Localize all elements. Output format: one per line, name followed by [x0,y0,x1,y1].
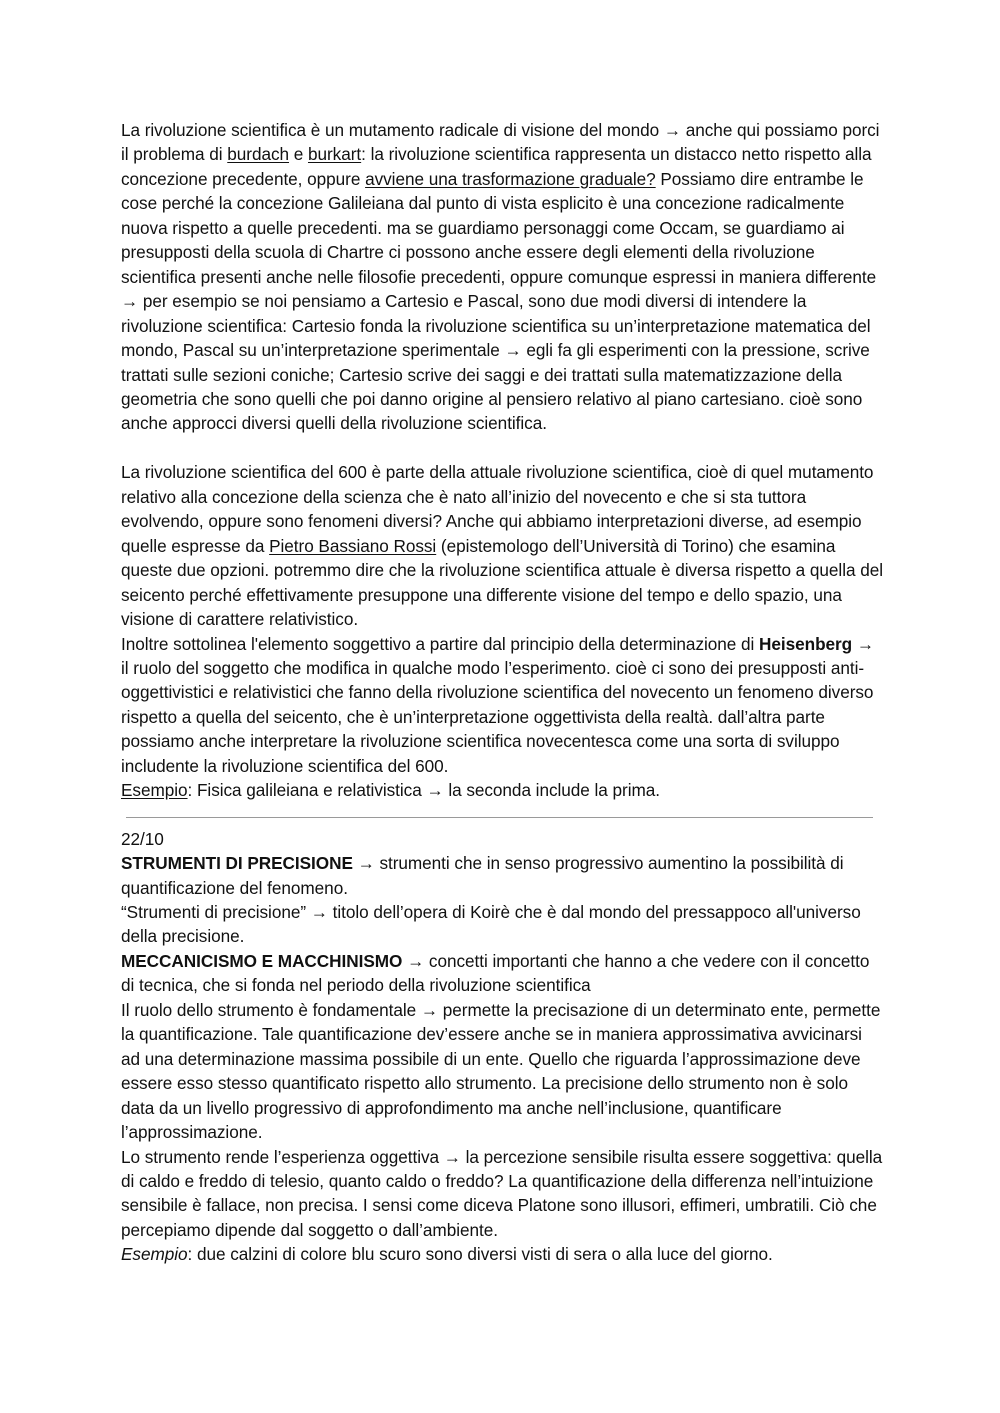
text-run: e [289,144,308,165]
text-run: : due calzini di colore blu scuro sono diversi visti di sera o alla luce del giorno. [187,1244,773,1265]
underlined-text: burdach [227,144,290,165]
underlined-text: Pietro Bassiano Rossi [269,535,437,556]
paragraph-rivoluzione-600 [121,460,883,631]
bold-text: STRUMENTI DI PRECISIONE [121,853,353,874]
text-run: : Fisica galileiana e relativistica → la seconda include la prima. [187,780,660,801]
paragraph-ruolo-strumento [121,998,883,1145]
text-run: → concetti importanti che hanno a che vedere con il concetto di tecnica, che si fonda nel periodo della rivoluzione scientifica [121,950,870,996]
text-run: : la rivoluzione scientifica rappresenta un distacco netto rispetto alla concezione precedente, oppure [121,144,872,189]
bold-text: Heisenberg [759,633,853,654]
document-page [121,118,883,1267]
paragraph-strumenti-precisione [121,851,883,900]
underlined-text: avviene una trasformazione graduale? [365,168,656,189]
paragraph-rivoluzione-visione [121,118,883,436]
horizontal-divider [126,817,873,818]
underlined-text: burkart [307,144,362,165]
underlined-text: Esempio [121,780,188,801]
paragraph-esempio-calzini [121,1242,883,1266]
paragraph-meccanicismo [121,949,883,998]
paragraph-heisenberg [121,632,883,779]
bold-text: MECCANICISMO E MACCHINISMO [121,950,403,971]
text-run: → il ruolo del soggetto che modifica in qualche modo l’esperimento. cioè ci sono dei presupposti anti-oggettivistici e relativistici che fanno della rivoluzione scientifica del novecento un fenomeno diverso rispetto a quella del seicento, che è un’interpretazione oggettivista della realtà. dall’altra parte possiamo anche interpretare la rivoluzione scientifica novecentesca come una sorta di sviluppo includente la rivoluzione scientifica del 600. [121,633,874,776]
text-run: Possiamo dire entrambe le cose perché la concezione Galileiana dal punto di vista esplicito è una concezione radicalmente nuova rispetto a quelle precedenti. ma se guardiamo personaggi come Occam, se guardiamo ai presupposti della scuola di Chartre ci possono anche essere degli elementi della rivoluzione scientifica presenti anche nelle filosofie precedenti, oppure comunque espressi in maniera differente → per esempio se noi pensiamo a Cartesio e Pascal, sono due modi diversi di intendere la rivoluzione scientifica: Cartesio fonda la rivoluzione scientifica su un’interpretazione matematica del mondo, Pascal su un’interpretazione sperimentale → egli fa gli esperimenti con la pressione, scrive trattati sulle sezioni coniche; Cartesio scrive dei saggi e dei trattati sulla matematizzazione della geometria che sono quelli che poi danno origine al pensiero relativo al piano cartesiano. cioè sono anche approcci diversi quelli della rivoluzione scientifica. [121,168,877,434]
text-run: (epistemologo dell’Università di Torino) che esamina queste due opzioni. potremmo dire che la rivoluzione scientifica attuale è diversa rispetto a quella del seicento perché effettivamente presuppone una differente visione del tempo e dello spazio, una visione di carattere relativistico. [121,535,883,630]
paragraph-esempio-fisica [121,778,883,802]
paragraph-esperienza-oggettiva [121,1145,883,1243]
section-date: 22/10 [121,828,164,849]
text-run: → strumenti che in senso progressivo aumentino la possibilità di quantificazione del fenomeno. [121,853,844,898]
italic-text: Esempio [121,1244,188,1265]
paragraph-gap [121,436,883,460]
text-run: La rivoluzione scientifica del 600 è parte della attuale rivoluzione scientifica, cioè di quel mutamento relativo alla concezione della scienza che è nato all’inizio del novecento e che si sta tuttora evolvendo, oppure sono fenomeni diversi? Anche qui abbiamo interpretazioni diverse, ad esempio quelle espresse da [121,462,874,556]
text-run: La rivoluzione scientifica è un mutamento radicale di visione del mondo → anche qui possiamo porci il problema di [121,120,880,165]
text-run: Lo strumento rende l’esperienza oggettiva → la percezione sensibile risulta essere soggettiva: quella di caldo e freddo di telesio, quanto caldo o freddo? La quantificazione della differenza nell’intuizione sensibile è fallace, non precisa. I sensi come diceva Platone sono illusori, effimeri, umbratili. Ciò che percepiamo dipende dal soggetto o dall’ambiente. [121,1146,883,1240]
paragraph-koire [121,900,883,949]
text-run: Il ruolo dello strumento è fondamentale → permette la precisazione di un determinato ente, permette la quantificazione. Tale quantificazione dev’essere anche se in maniera approssimativa avvicinarsi ad una determinazione massima possibile di un ente. Quello che riguarda l’approssimazione deve essere esso stesso quantificato rispetto allo strumento. La precisione dello strumento non è solo data da un livello progressivo di approfondimento ma anche nell’inclusione, quantificare l’approssimazione. [121,999,881,1143]
text-run: “Strumenti di precisione” → titolo dell’opera di Koirè che è dal mondo del pressappoco all'universo della precisione. [121,902,861,947]
text-run: Inoltre sottolinea l'elemento soggettivo a partire dal principio della determinazione di [121,633,760,654]
